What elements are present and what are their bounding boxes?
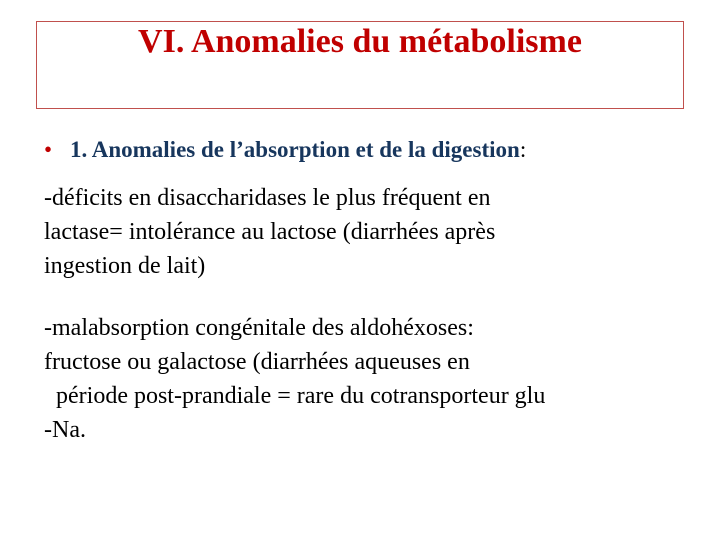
slide-title: VI. Anomalies du métabolisme bbox=[138, 23, 582, 60]
bullet-heading bbox=[44, 135, 526, 165]
paragraph-line: ingestion de lait) bbox=[44, 253, 206, 279]
bullet-heading-colon: : bbox=[519, 137, 527, 162]
paragraph-line: -déficits en disaccharidases le plus fréquent en bbox=[44, 185, 491, 211]
paragraph-line: -malabsorption congénitale des aldohéxoses: bbox=[44, 315, 474, 341]
paragraph-malabsorption bbox=[44, 311, 545, 447]
bullet-heading-text: 1. Anomalies de l’absorption et de la digestion bbox=[70, 137, 520, 162]
paragraph-line: période post-prandiale = rare du cotransporteur glu bbox=[44, 383, 546, 409]
paragraph-line: -Na. bbox=[44, 417, 86, 443]
bullet-marker-icon: • bbox=[44, 137, 53, 162]
paragraph-line: lactase= intolérance au lactose (diarrhées après bbox=[44, 219, 496, 245]
paragraph-line: fructose ou galactose (diarrhées aqueuses en bbox=[44, 349, 470, 375]
paragraph-disaccharidases bbox=[44, 181, 495, 283]
